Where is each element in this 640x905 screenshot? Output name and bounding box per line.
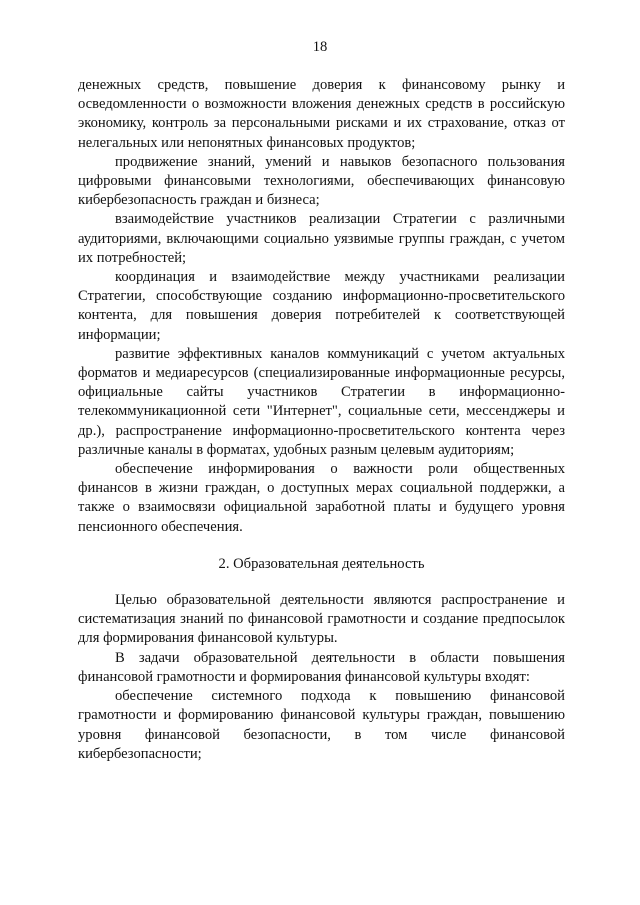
page-number: 18 <box>312 39 328 55</box>
section-heading: 2. Образовательная деятельность <box>218 555 425 572</box>
paragraph-continuation: денежных средств, повышение доверия к финансовому рынку и осведомленности о возможности вложения денежных средств в российскую экономику, контроль за персональными рисками и их страхование, отказ от нелегальных или непонятных финансовых продуктов; <box>78 77 565 151</box>
paragraph: координация и взаимодействие между участниками реализации Стратегии, способствующие созданию информационно-просветительского контента, для повышения доверия потребителей к соответствующей информации; <box>78 269 565 343</box>
paragraph: В задачи образовательной деятельности в области повышения финансовой грамотности и формирования финансовой культуры входят: <box>78 649 565 685</box>
paragraph: Целью образовательной деятельности являются распространение и систематизация знаний по финансовой грамотности и создание предпосылок для формирования финансовой культуры. <box>78 592 565 647</box>
document-body <box>78 76 565 764</box>
paragraph: обеспечение системного подхода к повышению финансовой грамотности и формированию финансовой культуры граждан, повышению уровня финансовой безопасности, в том числе финансовой кибербезопасности; <box>78 688 565 762</box>
paragraph: развитие эффективных каналов коммуникаций с учетом актуальных форматов и медиаресурсов (специализированные информационные ресурсы, официальные сайты участников Стратегии в информационно-телекоммуникационной сети "Интернет", социальные сети, мессенджеры и др.), распространение информационно-просветительского контента через различные каналы в форматах, удобных разным целевым аудиториям; <box>78 345 565 458</box>
paragraph: продвижение знаний, умений и навыков безопасного пользования цифровыми финансовыми технологиями, обеспечивающих финансовую кибербезопасность граждан и бизнеса; <box>78 153 565 209</box>
paragraph: взаимодействие участников реализации Стратегии с различными аудиториями, включающими социально уязвимые группы граждан, с учетом их потребностей; <box>78 211 565 266</box>
paragraph: обеспечение информирования о важности роли общественных финансов в жизни граждан, о доступных мерах социальной поддержки, а также о взаимосвязи официальной заработной платы и будущего уровня пенсионного обеспечения. <box>78 461 565 535</box>
